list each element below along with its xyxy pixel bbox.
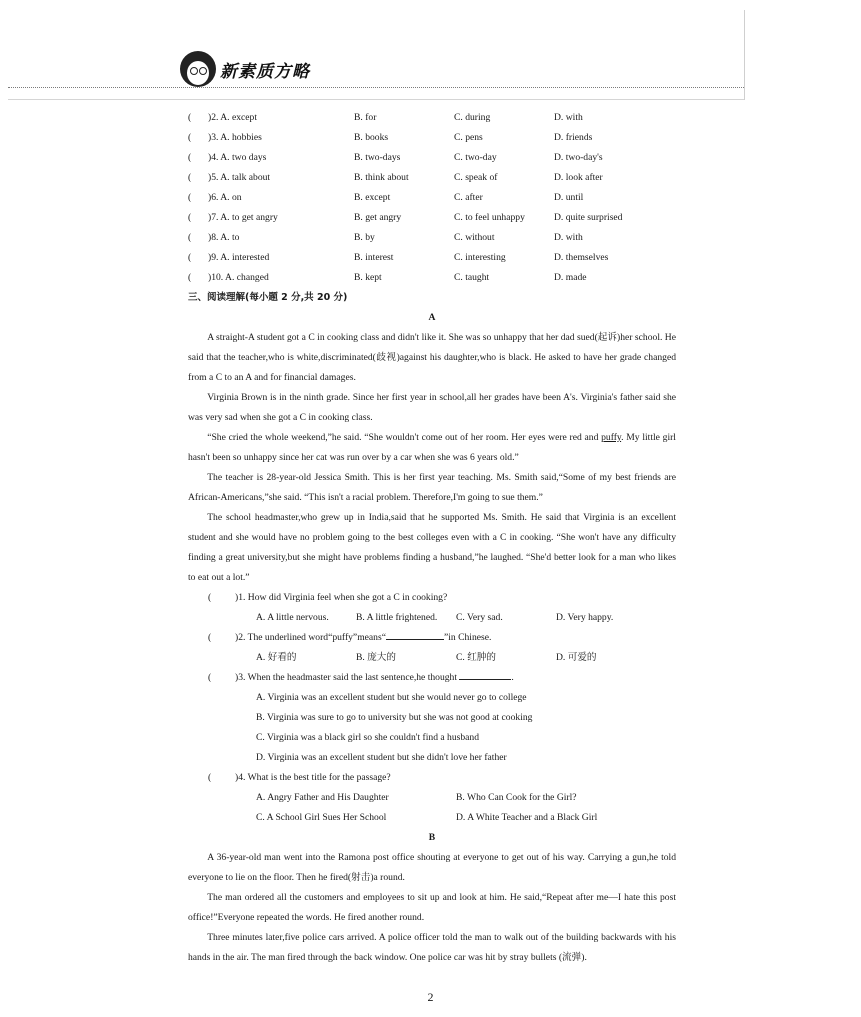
question-1: ( )1. How did Virginia feel when she got a C in cooking? (208, 592, 448, 603)
option-c[interactable]: C. to feel unhappy (454, 212, 525, 223)
answer-paren: ( (188, 232, 192, 243)
cloze-option-row (188, 108, 676, 128)
option-c[interactable]: C. two-day (454, 152, 497, 163)
question-3: ( )3. When the headmaster said the last sentence,he thought . (188, 668, 676, 688)
passage-b-label: B (428, 832, 436, 843)
option-a[interactable]: )3. A. hobbies (208, 132, 262, 143)
answer-paren: ( (188, 192, 192, 203)
choice[interactable]: B. Who Can Cook for the Girl? (456, 792, 577, 803)
option-d[interactable]: D. made (554, 272, 587, 283)
cloze-option-row (188, 148, 676, 168)
cloze-option-row (188, 188, 676, 208)
option-d[interactable]: D. quite surprised (554, 212, 623, 223)
cloze-option-row (188, 268, 676, 288)
option-a[interactable]: )5. A. talk about (208, 172, 271, 183)
cloze-option-row (188, 248, 676, 268)
page-number: 2 (427, 990, 434, 1004)
cloze-option-row (188, 228, 676, 248)
option-b[interactable]: B. get angry (354, 212, 402, 223)
option-c[interactable]: C. pens (454, 132, 483, 143)
choice[interactable]: B. Virginia was sure to go to university but she was not good at cooking (256, 712, 533, 723)
option-c[interactable]: C. speak of (454, 172, 498, 183)
passage-b-paragraph: A 36-year-old man went into the Ramona post office shouting at everyone to get out of his way. Carrying a gun,he told everyone to lie on the floor. Then he fired(射击)a round. (188, 852, 676, 883)
option-d[interactable]: D. until (554, 192, 584, 203)
option-b[interactable]: B. two-days (354, 152, 401, 163)
underlined-word: puffy (601, 432, 622, 443)
option-a[interactable]: )6. A. on (208, 192, 242, 203)
option-b[interactable]: B. by (354, 232, 375, 243)
cloze-option-row (188, 168, 676, 188)
option-a[interactable]: )10. A. changed (208, 272, 269, 283)
answer-blank[interactable] (386, 628, 444, 640)
choice[interactable]: A. A little nervous. (256, 612, 329, 623)
option-d[interactable]: D. with (554, 232, 583, 243)
brand-logo (180, 51, 310, 87)
question-1-choices (188, 608, 676, 628)
answer-blank[interactable] (459, 668, 511, 680)
option-d[interactable]: D. friends (554, 132, 593, 143)
option-a[interactable]: )7. A. to get angry (208, 212, 278, 223)
question-4-choices (188, 808, 676, 828)
option-b[interactable]: B. think about (354, 172, 409, 183)
option-c[interactable]: C. without (454, 232, 495, 243)
choice[interactable]: C. Very sad. (456, 612, 503, 623)
question-2-choices (188, 648, 676, 668)
option-c[interactable]: C. after (454, 192, 483, 203)
answer-paren: ( (188, 132, 192, 143)
option-c[interactable]: C. taught (454, 272, 490, 283)
choice[interactable]: D. Very happy. (556, 612, 614, 623)
passage-a-paragraph: “She cried the whole weekend,”he said. “She wouldn't come out of her room. Her eyes were red and puffy. My little girl hasn't been so unhappy since her cat was run over by a car when she was 6 years old.” (188, 432, 676, 463)
option-a[interactable]: )9. A. interested (208, 252, 270, 263)
header-vertical-rule (744, 10, 745, 100)
option-c[interactable]: C. during (454, 112, 491, 123)
option-a[interactable]: )2. A. except (208, 112, 258, 123)
question-4-choices (188, 788, 676, 808)
passage-b-paragraph: Three minutes later,five police cars arrived. A police officer told the man to walk out of the building backwards with his hands in the air. The man fired through the back window. One police car was hit by stray bullets (流弹). (188, 932, 676, 963)
logo-text: 新素质方略 (220, 61, 310, 82)
header-rule (8, 99, 744, 100)
question-2: ( )2. The underlined word“puffy”means“ ”in Chinese. (188, 628, 676, 648)
passage-a-paragraph: Virginia Brown is in the ninth grade. Since her first year in school,all her grades have been A's. Virginia's father said she was very sad when she got a C in cooking class. (188, 392, 676, 423)
answer-paren: ( (188, 272, 192, 283)
answer-paren: ( (188, 152, 192, 163)
answer-paren: ( (188, 112, 192, 123)
choice[interactable]: A. Angry Father and His Daughter (256, 792, 389, 803)
choice[interactable]: D. Virginia was an excellent student but she didn't love her father (256, 752, 507, 763)
option-b[interactable]: B. except (354, 192, 391, 203)
choice[interactable]: C. Virginia was a black girl so she couldn't find a husband (256, 732, 480, 743)
passage-a-paragraph: The teacher is 28-year-old Jessica Smith. This is her first year teaching. Ms. Smith said,“Some of my best friends are African-Americans,”she said. “This isn't a racial problem. Therefore,I'm going to sue them.” (188, 472, 676, 503)
option-c[interactable]: C. interesting (454, 252, 506, 263)
cloze-option-row (188, 208, 676, 228)
cloze-option-row (188, 128, 676, 148)
passage-a-label: A (428, 312, 436, 323)
question-4: ( )4. What is the best title for the passage? (208, 772, 391, 783)
option-b[interactable]: B. kept (354, 272, 382, 283)
mascot-face-icon (180, 51, 216, 87)
answer-paren: ( (188, 252, 192, 263)
option-d[interactable]: D. with (554, 112, 583, 123)
choice[interactable]: B. A little frightened. (356, 612, 438, 623)
section-title: 三、阅读理解(每小题 2 分,共 20 分) (188, 292, 348, 303)
option-d[interactable]: D. two-day's (554, 152, 603, 163)
cloze-options-list (188, 108, 676, 288)
option-b[interactable]: B. for (354, 112, 377, 123)
answer-paren: ( (188, 172, 192, 183)
choice[interactable]: D. 可爱的 (556, 652, 597, 663)
choice[interactable]: C. A School Girl Sues Her School (256, 812, 387, 823)
choice[interactable]: B. 庞大的 (356, 652, 396, 663)
page-content (188, 108, 676, 968)
option-a[interactable]: )8. A. to (208, 232, 240, 243)
choice[interactable]: C. 红肿的 (456, 652, 496, 663)
answer-paren: ( (188, 212, 192, 223)
option-a[interactable]: )4. A. two days (208, 152, 267, 163)
option-d[interactable]: D. themselves (554, 252, 609, 263)
header-dotted-rule (8, 87, 744, 88)
passage-b-paragraph: The man ordered all the customers and employees to sit up and look at him. He said,“Repeat after me—I hate this post office!”Everyone repeated the words. He fired another round. (188, 892, 676, 923)
passage-a-paragraph: The school headmaster,who grew up in India,said that he supported Ms. Smith. He said that Virginia is an excellent student and she would have no problem going to the best colleges even with a C in cooking. “She won't have any difficulty finding a great university,but she might have problems finding a husband,”he laughed. “She'd better look for a man who likes to eat out a lot.” (188, 512, 676, 583)
option-b[interactable]: B. books (354, 132, 389, 143)
option-d[interactable]: D. look after (554, 172, 603, 183)
choice[interactable]: D. A White Teacher and a Black Girl (456, 812, 598, 823)
choice[interactable]: A. Virginia was an excellent student but she would never go to college (256, 692, 527, 703)
passage-a-paragraph: A straight-A student got a C in cooking class and didn't like it. She was so unhappy that her dad sued(起诉)her school. He said that the teacher,who is white,discriminated(歧视)against his daughter,who is black. He asked to have her grade changed from a C to an A and for financial damages. (188, 332, 676, 383)
option-b[interactable]: B. interest (354, 252, 394, 263)
choice[interactable]: A. 好看的 (256, 652, 297, 663)
